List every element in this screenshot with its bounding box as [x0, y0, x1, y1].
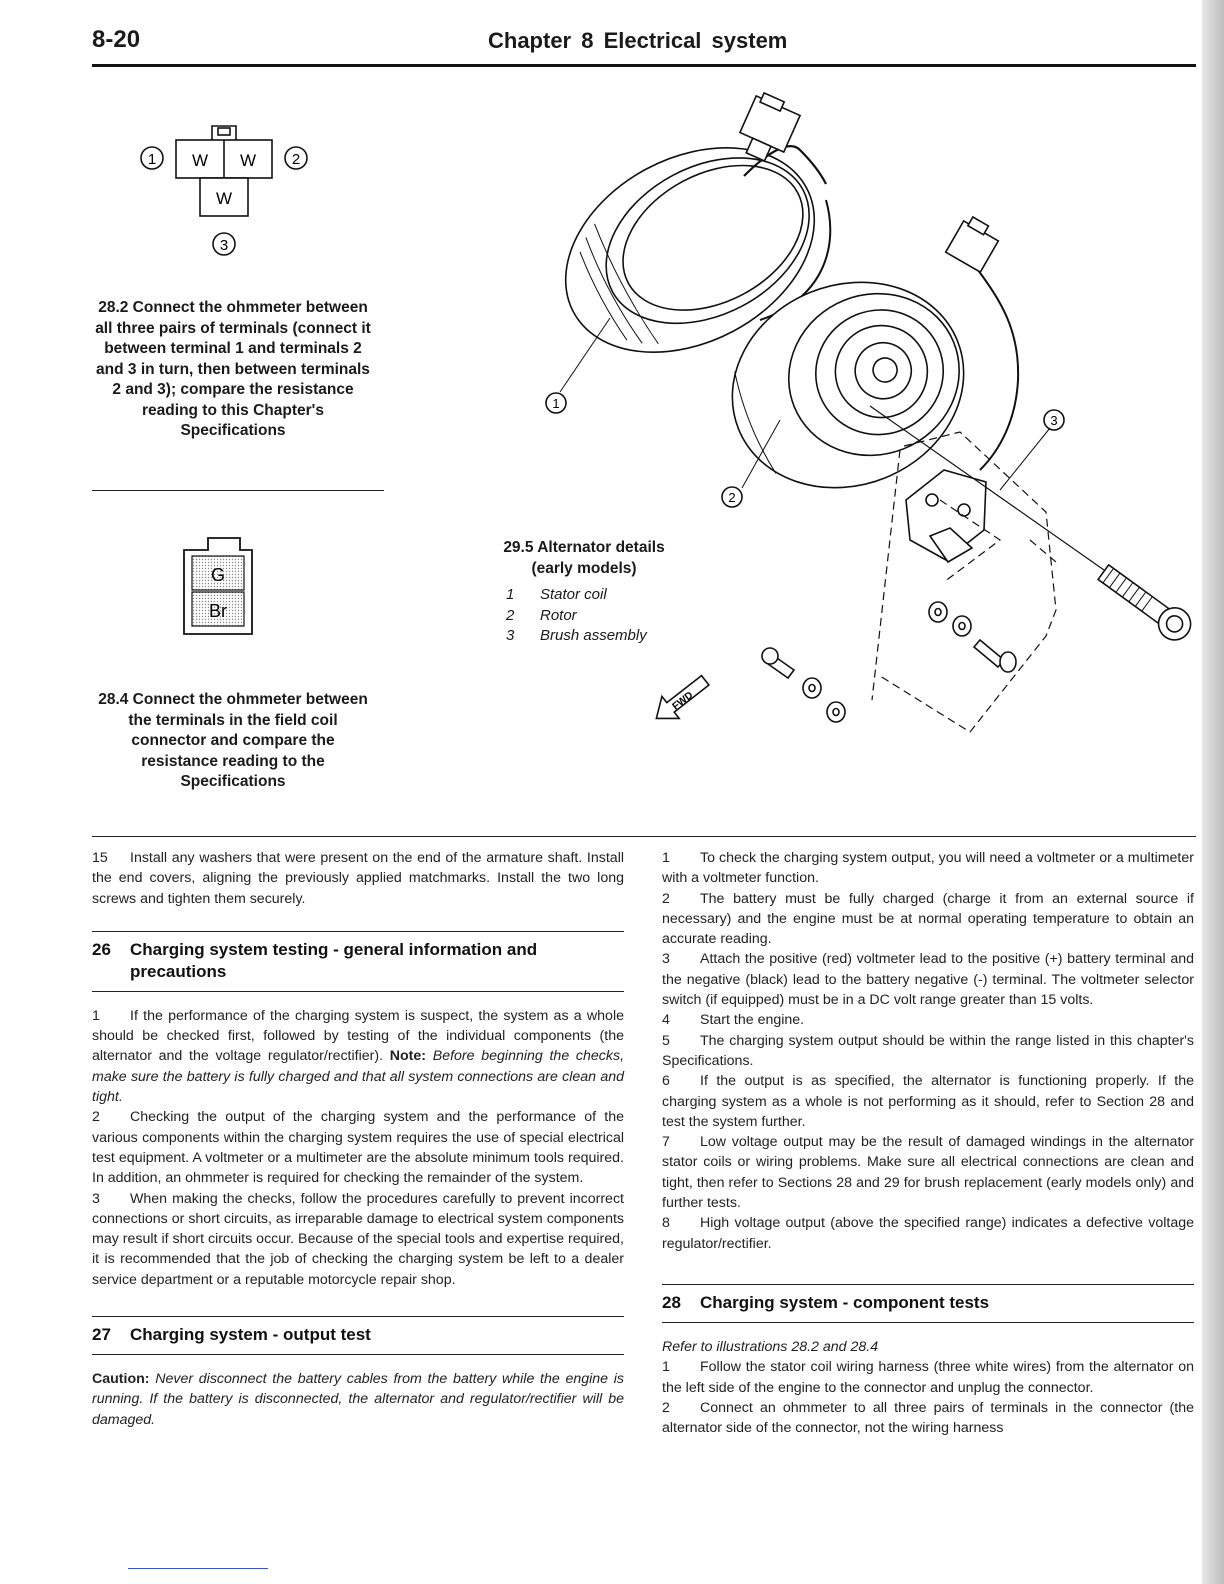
- output-step-3: 3 Attach the positive (red) voltmeter lead to the positive (+) battery terminal and the negative (black) lead to the battery negative (-) terminal. The voltmeter selector switch (if equipped) must be in a DC volt range greater than 15 volts.: [662, 951, 1194, 1009]
- figure-28-4-caption: 28.4 Connect the ohmmeter between the terminals in the field coil connector and compare the resistance reading to the Specifications: [98, 691, 368, 790]
- section-26-heading: 26 Charging system testing - general information and precautions: [92, 931, 624, 992]
- fwd-label: FWD: [670, 689, 696, 713]
- field-coil-connector-part: [946, 214, 1003, 272]
- pin-1-text: W: [191, 151, 209, 170]
- legend-item: 1 Stator coil: [506, 586, 607, 603]
- section-27-heading: 27 Charging system - output test: [92, 1316, 624, 1355]
- legend-item: 2 Rotor: [506, 606, 577, 624]
- output-step-2: 2 The battery must be fully charged (charge it from an external source if necessary) and the engine must be at normal operating temperature to obtain an accurate reading.: [662, 890, 1194, 948]
- left-column: [92, 848, 624, 1430]
- terminal-3-label: 3: [219, 237, 229, 254]
- pin-2-text: W: [239, 151, 257, 170]
- output-step-5: 5 The charging system output should be within the range listed in this chapter's Specifications.: [662, 1032, 1194, 1069]
- washers-and-screws: [762, 602, 1016, 722]
- output-step-6: 6 If the output is as specified, the alternator is functioning properly. If the charging system as a whole is not performing as it should, refer to Section 28 and test the system further.: [662, 1073, 1194, 1130]
- output-step-4: 4 Start the engine.: [662, 1012, 805, 1029]
- pin-3-text: W: [215, 189, 233, 208]
- pin-g-text: G: [210, 565, 226, 585]
- callout-1-label: 1: [552, 396, 560, 411]
- output-step-7: 7 Low voltage output may be the result of damaged windings in the alternator stator coils or wiring problems. Make sure all electrical connections are clean and tight, then refer to Sections 28 and 29 for brush replacement (early models only) and further tests.: [662, 1134, 1194, 1212]
- chapter-title: Chapter 8 Electrical system: [488, 28, 788, 53]
- output-step-1: 1 To check the charging system output, you will need a voltmeter or a multimeter with a voltmeter function.: [662, 850, 1194, 887]
- terminal-1-label: 1: [147, 151, 157, 168]
- figures-divider: [92, 836, 1196, 837]
- section-26-paragraph-2: 2 Checking the output of the charging system and the performance of the various components within the charging system requires the use of special electrical test equipment. A voltmeter or a multimeter are the absolute minimum tools required. In addition, an ohmmeter is required for checking the remainder of the system.: [92, 1109, 624, 1187]
- output-step-8: 8 High voltage output (above the specified range) indicates a defective voltage regulator/rectifier.: [662, 1215, 1194, 1252]
- section-28-refer: Refer to illustrations 28.2 and 28.4: [662, 1338, 879, 1355]
- terminal-2-label: 2: [291, 151, 301, 168]
- callout-2-label: 2: [728, 490, 736, 505]
- right-column: [662, 848, 1194, 1438]
- pin-br-text: Br: [209, 601, 227, 621]
- section-28-heading: 28 Charging system - component tests: [662, 1284, 1194, 1323]
- bolt: [1094, 559, 1197, 646]
- figure-28-2-caption: 28.2 Connect the ohmmeter between all three pairs of terminals (connect it between terminal 1 and terminals 2 and 3 in turn, then between terminals 2 and 3); compare the resistance reading to this Chapter's Specifications: [95, 299, 371, 439]
- page-number: 8-20: [92, 26, 141, 53]
- section-28-paragraph-2: 2 Connect an ohmmeter to all three pairs of terminals in the connector (the alternator side of the connector, not the wiring harness: [662, 1399, 1194, 1437]
- figure-29-5-legend: [506, 585, 684, 647]
- section-26-paragraph-1: 1 If the performance of the charging system is suspect, the system as a whole should be checked first, followed by testing of the individual components (the alternator and the voltage regulator/rectifier). Note: Before beginning the checks, make sure the battery is fully charged and that all system connections are clean and tight.: [92, 1007, 625, 1106]
- brush-assembly: [906, 470, 986, 562]
- section-28-paragraph-1: 1 Follow the stator coil wiring harness (three white wires) from the alternator on the left side of the engine to the connector and unplug the connector.: [662, 1359, 1194, 1396]
- paragraph-15: 15 Install any washers that were present on the end of the armature shaft. Install the end covers, aligning the previously applied matchmarks. Install the two long screws and tighten them securely.: [92, 850, 624, 907]
- section-26-paragraph-3: 3 When making the checks, follow the procedures carefully to prevent incorrect connections or short circuits, as irreparable damage to electrical system components may result if short circuits occur. Because of the special tools and expertise required, it is recommended that the job of checking the charging system be left to a dealer service department or a reputable motorcycle repair shop.: [92, 1190, 624, 1288]
- legend-item: 3 Brush assembly: [506, 627, 647, 644]
- section-27-caution: Caution: Never disconnect the battery cables from the battery while the engine is running. If the battery is disconnected, the alternator and regulator/rectifier will be damaged.: [92, 1371, 624, 1428]
- figure-29-5-title: 29.5 Alternator details (early models): [503, 539, 665, 577]
- figure-29-5-caption: [484, 538, 684, 647]
- callout-3-label: 3: [1050, 413, 1058, 428]
- caption-divider: [92, 490, 384, 491]
- footer-link-line: [128, 1568, 268, 1569]
